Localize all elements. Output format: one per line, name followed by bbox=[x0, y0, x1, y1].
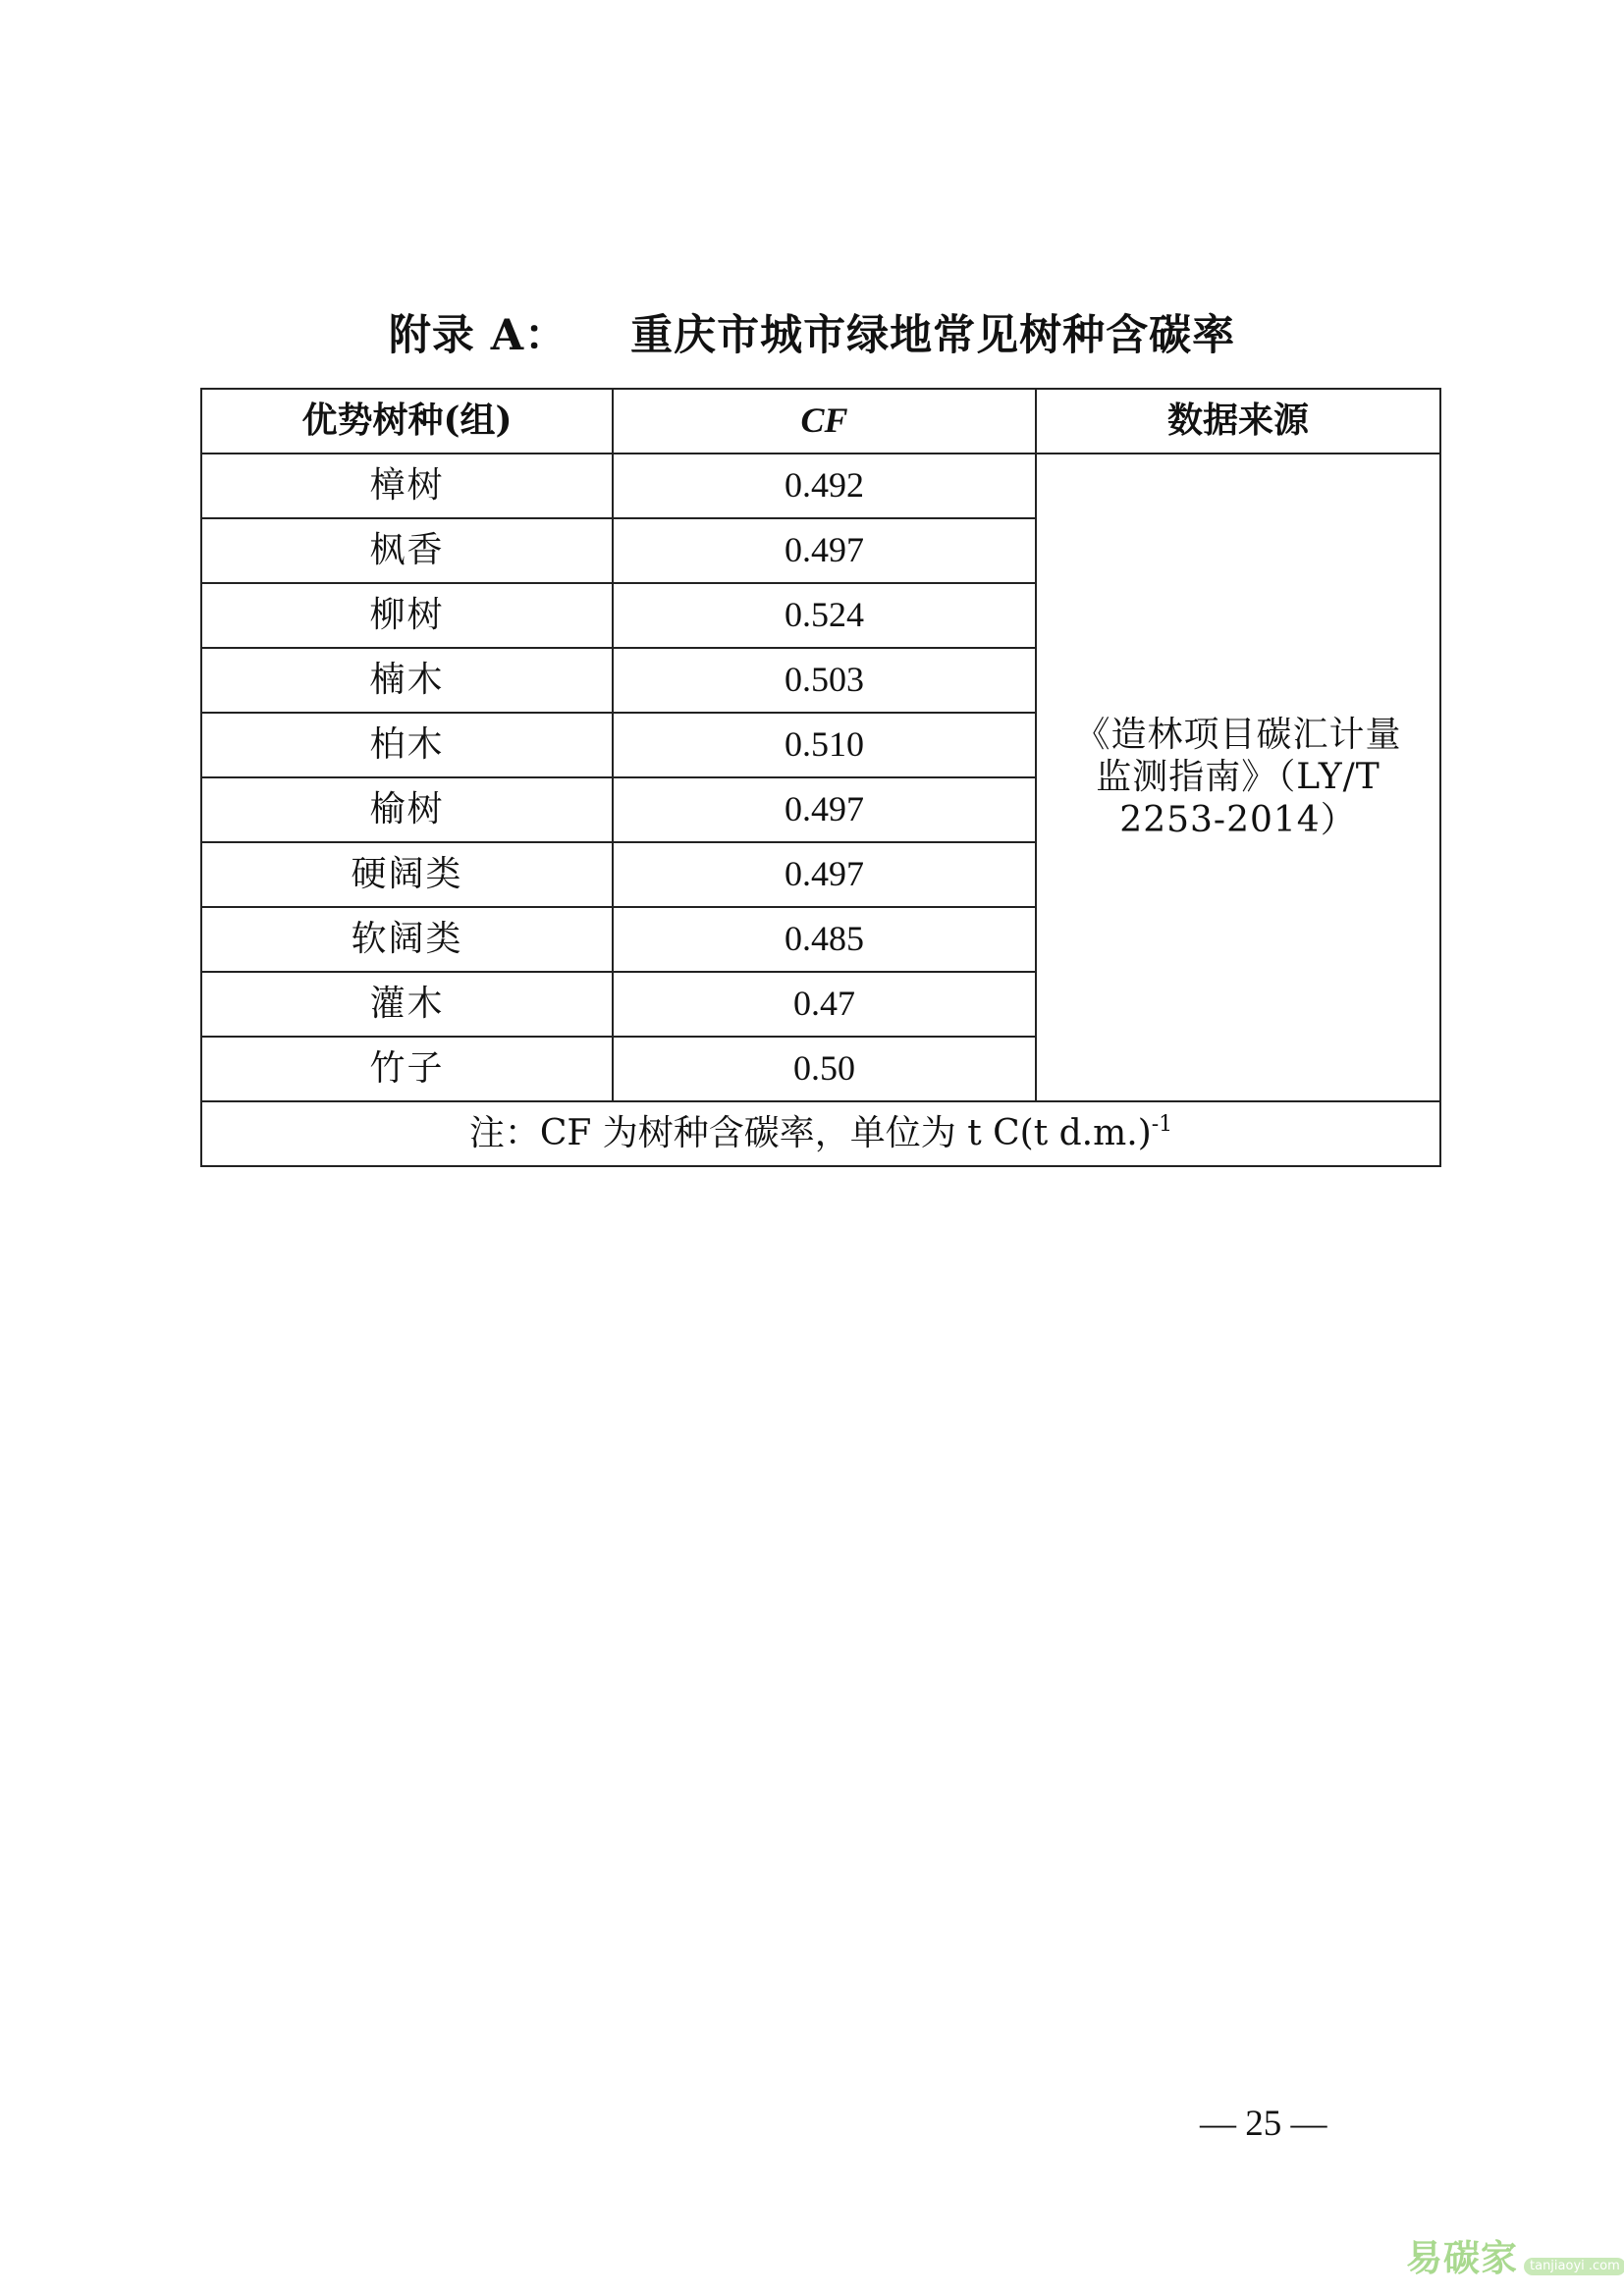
watermark-badge: tanjiaoyi .com bbox=[1524, 2258, 1624, 2275]
header-cf: CF bbox=[613, 389, 1036, 454]
cf-value-cell: 0.524 bbox=[613, 583, 1036, 648]
species-cell: 灌木 bbox=[201, 972, 613, 1037]
data-source-cell bbox=[1036, 454, 1440, 1101]
appendix-heading: 重庆市城市绿地常见树种含碳率 bbox=[630, 311, 1236, 360]
carbon-fraction-table bbox=[200, 388, 1441, 1167]
species-cell: 柏木 bbox=[201, 713, 613, 777]
species-cell: 硬阔类 bbox=[201, 842, 613, 907]
page-number: — 25 — bbox=[1200, 2104, 1327, 2144]
cf-value-cell: 0.510 bbox=[613, 713, 1036, 777]
header-species: 优势树种(组) bbox=[201, 389, 613, 454]
cf-value-cell: 0.492 bbox=[613, 454, 1036, 518]
species-cell: 柳树 bbox=[201, 583, 613, 648]
note-text: 注：CF 为树种含碳率，单位为 t C(t d.m.) bbox=[468, 1113, 1152, 1154]
species-cell: 楠木 bbox=[201, 648, 613, 713]
species-cell: 榆树 bbox=[201, 777, 613, 842]
cf-value-cell: 0.497 bbox=[613, 842, 1036, 907]
appendix-label: 附录 A： bbox=[388, 311, 568, 360]
table-header-row bbox=[201, 389, 1440, 454]
table-note-row bbox=[201, 1101, 1440, 1166]
source-line: 《造林项目碳汇计量 bbox=[1074, 715, 1402, 756]
source-line: 2253-2014） bbox=[1119, 799, 1357, 840]
cf-value-cell: 0.47 bbox=[613, 972, 1036, 1037]
cf-value-cell: 0.50 bbox=[613, 1037, 1036, 1101]
species-cell: 软阔类 bbox=[201, 907, 613, 972]
species-cell: 枫香 bbox=[201, 518, 613, 583]
watermark-logo bbox=[1406, 2237, 1624, 2281]
cf-value-cell: 0.485 bbox=[613, 907, 1036, 972]
cf-value-cell: 0.503 bbox=[613, 648, 1036, 713]
appendix-title bbox=[0, 302, 1624, 362]
species-cell: 樟树 bbox=[201, 454, 613, 518]
species-cell: 竹子 bbox=[201, 1037, 613, 1101]
source-line: 监测指南》（LY/T bbox=[1096, 757, 1380, 798]
table-row bbox=[201, 454, 1440, 518]
watermark-text: 易碳家 bbox=[1406, 2237, 1518, 2279]
cf-value-cell: 0.497 bbox=[613, 777, 1036, 842]
table-note bbox=[201, 1101, 1440, 1166]
cf-value-cell: 0.497 bbox=[613, 518, 1036, 583]
note-superscript: -1 bbox=[1151, 1112, 1173, 1138]
header-source: 数据来源 bbox=[1036, 389, 1440, 454]
